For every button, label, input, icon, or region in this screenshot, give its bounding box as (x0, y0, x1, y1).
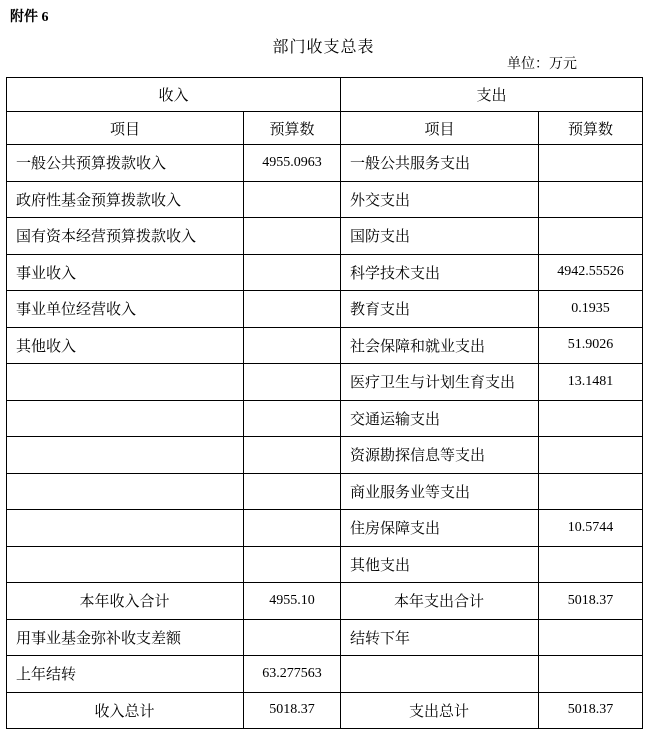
income-budget-cell (244, 546, 341, 583)
table-row (7, 181, 643, 218)
expense-budget-cell: 10.5744 (539, 510, 643, 547)
income-budget-cell: 63.277563 (244, 656, 341, 693)
expense-item-cell: 外交支出 (341, 181, 539, 218)
expense-budget-cell (539, 546, 643, 583)
income-item-header: 项目 (7, 112, 244, 145)
income-item-cell: 国有资本经营预算拨款收入 (7, 218, 244, 255)
income-budget-cell (244, 254, 341, 291)
income-item-cell: 事业收入 (7, 254, 244, 291)
expense-item-cell: 一般公共服务支出 (341, 145, 539, 182)
table-row (7, 145, 643, 182)
expense-budget-cell (539, 181, 643, 218)
income-budget-cell (244, 510, 341, 547)
expense-budget-cell: 0.1935 (539, 291, 643, 328)
table-row (7, 656, 643, 693)
expense-budget-cell: 51.9026 (539, 327, 643, 364)
income-item-cell: 上年结转 (7, 656, 244, 693)
expense-budget-cell (539, 619, 643, 656)
expense-section-header: 支出 (341, 78, 643, 112)
expense-budget-cell (539, 400, 643, 437)
table-row (7, 291, 643, 328)
table-row (7, 254, 643, 291)
income-budget-cell (244, 218, 341, 255)
table-column-header-row (7, 112, 643, 145)
expense-budget-cell (539, 145, 643, 182)
table-row (7, 400, 643, 437)
table-row (7, 692, 643, 729)
expense-item-cell: 教育支出 (341, 291, 539, 328)
expense-item-cell: 商业服务业等支出 (341, 473, 539, 510)
expense-item-cell (341, 656, 539, 693)
table-row (7, 583, 643, 620)
income-item-cell (7, 546, 244, 583)
unit-label: 单位：万元 (507, 57, 577, 72)
income-item-cell (7, 364, 244, 401)
page-title: 部门收支总表 (272, 39, 375, 56)
income-item-cell (7, 473, 244, 510)
expense-budget-cell (539, 437, 643, 474)
income-item-cell: 本年收入合计 (7, 583, 244, 620)
table-row (7, 437, 643, 474)
table-row (7, 546, 643, 583)
income-item-cell: 政府性基金预算拨款收入 (7, 181, 244, 218)
income-budget-header: 预算数 (244, 112, 341, 145)
income-budget-cell (244, 619, 341, 656)
expense-budget-cell (539, 473, 643, 510)
expense-item-cell: 支出总计 (341, 692, 539, 729)
expense-budget-cell: 5018.37 (539, 692, 643, 729)
table-row (7, 619, 643, 656)
expense-item-cell: 交通运输支出 (341, 400, 539, 437)
income-item-cell (7, 437, 244, 474)
expense-item-cell: 结转下年 (341, 619, 539, 656)
table-row (7, 510, 643, 547)
table-row (7, 218, 643, 255)
budget-summary-table (6, 77, 643, 729)
expense-budget-cell: 5018.37 (539, 583, 643, 620)
expense-budget-cell: 4942.55526 (539, 254, 643, 291)
expense-item-cell: 资源勘探信息等支出 (341, 437, 539, 474)
expense-item-cell: 医疗卫生与计划生育支出 (341, 364, 539, 401)
table-row (7, 327, 643, 364)
income-item-cell: 其他收入 (7, 327, 244, 364)
income-budget-cell (244, 327, 341, 364)
expense-item-cell: 本年支出合计 (341, 583, 539, 620)
expense-budget-cell (539, 218, 643, 255)
table-group-header-row (7, 78, 643, 112)
income-budget-cell: 4955.10 (244, 583, 341, 620)
expense-budget-header: 预算数 (539, 112, 643, 145)
table-body (7, 145, 643, 729)
income-section-header: 收入 (7, 78, 341, 112)
expense-budget-cell: 13.1481 (539, 364, 643, 401)
income-budget-cell: 5018.37 (244, 692, 341, 729)
expense-budget-cell (539, 656, 643, 693)
expense-item-cell: 国防支出 (341, 218, 539, 255)
expense-item-cell: 住房保障支出 (341, 510, 539, 547)
income-budget-cell (244, 400, 341, 437)
table-row (7, 473, 643, 510)
income-item-cell: 一般公共预算拨款收入 (7, 145, 244, 182)
income-item-cell: 用事业基金弥补收支差额 (7, 619, 244, 656)
income-budget-cell (244, 364, 341, 401)
income-item-cell: 收入总计 (7, 692, 244, 729)
income-item-cell (7, 510, 244, 547)
table-row (7, 364, 643, 401)
attachment-label: 附件 6 (10, 10, 49, 25)
income-budget-cell (244, 291, 341, 328)
income-item-cell: 事业单位经营收入 (7, 291, 244, 328)
expense-item-cell: 社会保障和就业支出 (341, 327, 539, 364)
income-item-cell (7, 400, 244, 437)
income-budget-cell (244, 437, 341, 474)
expense-item-header: 项目 (341, 112, 539, 145)
expense-item-cell: 科学技术支出 (341, 254, 539, 291)
income-budget-cell (244, 181, 341, 218)
income-budget-cell (244, 473, 341, 510)
expense-item-cell: 其他支出 (341, 546, 539, 583)
income-budget-cell: 4955.0963 (244, 145, 341, 182)
